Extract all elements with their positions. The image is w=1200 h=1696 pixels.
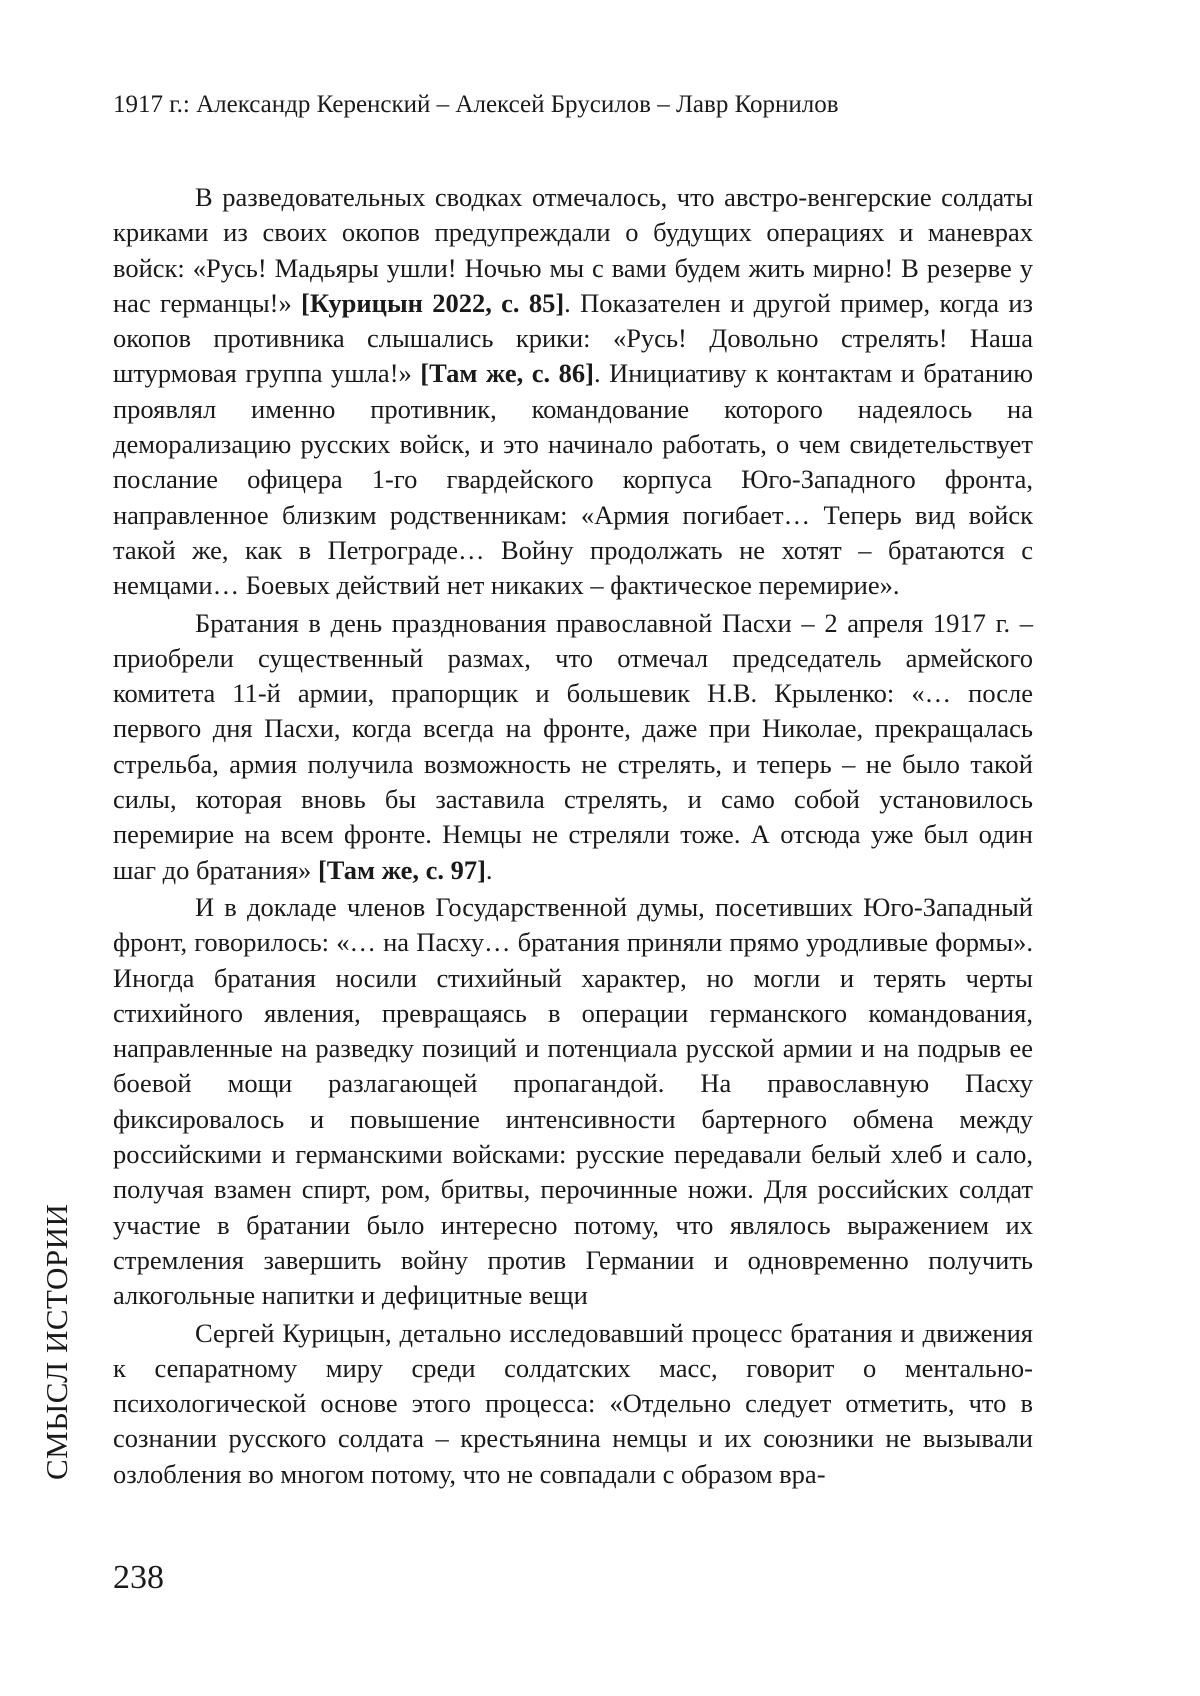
main-text: [113, 180, 1033, 1494]
citation-ref: [Там же, с. 86]: [420, 358, 594, 389]
paragraph-1: [113, 180, 1033, 604]
paragraph-text: . Инициативу к контактам и братанию проявлял именно противник, командование которого надеялось на деморализацию русских войск, и это начинало работать, о чем свидетельствует послание офицера 1-го гвардейского корпуса Юго-Западного фронта, направленное близким родственникам: «Армия погибает… Теперь вид войск такой же, как в Петрограде… Войну продолжать не хотят – братаются с немцами… Боевых действий нет никаких – фактическое перемирие».: [113, 358, 1034, 601]
paragraph-text: .: [485, 854, 493, 885]
paragraph-2: [113, 606, 1033, 888]
paragraph-text: Братания в день празднования православной Пасхи – 2 апреля 1917 г. – приобрели существенный размах, что отмечал председатель армейского комитета 11-й армии, прапорщик и большевик Н.В. Крыленко: «… после первого дня Пасхи, когда всегда на фронте, даже при Николае, прекращалась стрельба, армия получила возможность не стрелять, и теперь – не было такой силы, которая вновь бы заставила стрелять, и само собой установилось перемирие на всем фронте. Немцы не стреляли тоже. А отсюда уже был один шаг до братания»: [113, 607, 1033, 885]
citation-ref: [Курицын 2022, с. 85]: [301, 287, 565, 318]
paragraph-3: [113, 890, 1033, 1314]
running-title: 1917 г.: Александр Керенский – Алексей Брусилов – Лавр Корнилов: [113, 91, 839, 118]
paragraph-text: Сергей Курицын, детально исследовавший процесс братания и движения к сепаратному миру среди солдатских масс, говорит о ментально-психологической основе этого процесса: «Отдельно следует отметить, что в сознании русского солдата – крестьянина немцы и их союзники не вызывали озлобления во многом потому, что не совпадали с образом вра-: [113, 1317, 1033, 1489]
paragraph-4: [113, 1316, 1033, 1492]
citation-ref: [Там же, с. 97]: [317, 854, 486, 885]
paragraph-text: И в докладе членов Государственной думы, посетивших Юго-Западный фронт, говорилось: «… на Пасху… братания приняли прямо уродливые формы». Иногда братания носили стихийный характер, но могли и терять черты стихийного явления, превращаясь в операции германского командования, направленные на разведку позиций и потенциала русской армии и на подрыв ее боевой мощи разлагающей пропагандой. На православную Пасху фиксировалось и повышение интенсивности бартерного обмена между российскими и германскими войсками: русские передавали белый хлеб и сало, получая взамен спирт, ром, бритвы, перочинные ножи. Для российских солдат участие в братании было интересно потому, что являлось выражением их стремления завершить войну против Германии и одновременно получить алкогольные напитки и дефицитные вещи: [113, 891, 1033, 1311]
journal-side-label: СМЫСЛ ИСТОРИИ: [39, 1203, 74, 1480]
page-number: 238: [113, 1559, 164, 1596]
paragraph-text: . Показателен и другой пример, когда из окопов противника слышались крики: «Русь! Довольно стрелять! Наша штурмовая группа ушла!»: [113, 287, 1033, 389]
paragraph-text: В разведовательных сводках отмечалось, что австро-венгерские солдаты криками из своих окопов предупреждали о будущих операциях и маневрах войск: «Русь! Мадьяры ушли! Ночью мы с вами будем жить мирно! В резерве у нас германцы!»: [113, 182, 1033, 318]
